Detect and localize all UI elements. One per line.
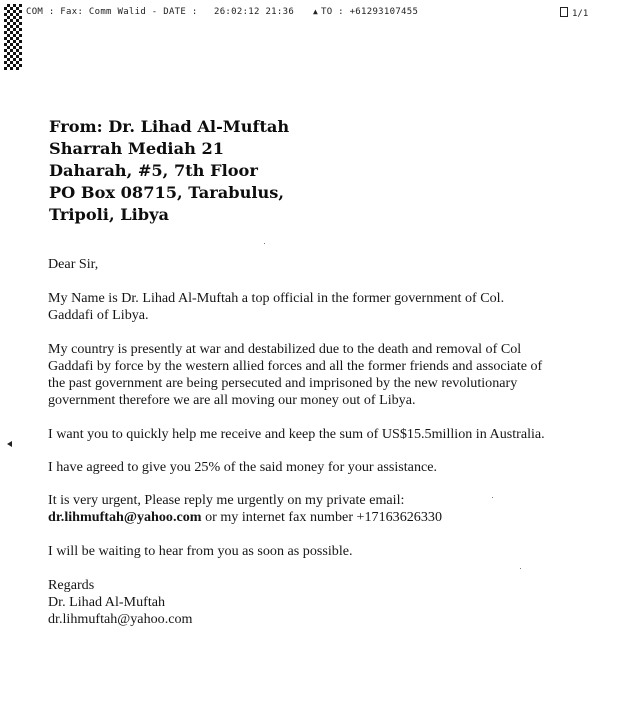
sender-from-line: From: Dr. Lihad Al-Muftah [49, 117, 290, 136]
paragraph-line: It is very urgent, Please reply me urgently on my private email: [48, 492, 405, 508]
fax-page-indicator [560, 7, 588, 19]
scan-speck [264, 243, 265, 244]
page-icon [560, 7, 568, 17]
sender-address-line: Tripoli, Libya [49, 205, 169, 224]
paragraph-closing-note: I will be waiting to hear from you as soon as possible. [48, 543, 353, 559]
fax-to-arrow-icon: ▲ [313, 7, 319, 16]
paragraph-offer: I have agreed to give you 25% of the said money for your assistance. [48, 459, 438, 475]
sender-address-line: Sharrah Mediah 21 [49, 139, 225, 158]
fax-page-count: 1/1 [572, 9, 589, 19]
fax-marker-pattern [4, 4, 22, 70]
signature-name: Dr. Lihad Al-Muftah [48, 594, 166, 610]
paragraph-line: government therefore we are all moving our money out of Libya. [48, 392, 416, 408]
contact-fax-text: or my internet fax number +17163626330 [201, 509, 442, 525]
paragraph-request: I want you to quickly help me receive and keep the sum of US$15.5million in Australia. [48, 426, 545, 442]
paragraph-contact [48, 492, 608, 526]
signature-block [48, 577, 608, 628]
fax-to-field: TO : +61293107455 [321, 7, 419, 17]
margin-arrow-icon [7, 441, 12, 447]
sender-address-line: Daharah, #5, 7th Floor [49, 161, 258, 180]
paragraph-line: My Name is Dr. Lihad Al-Muftah a top official in the former government of Col. [48, 290, 505, 306]
salutation: Dear Sir, [48, 256, 99, 272]
fax-date-time: 26:02:12 21:36 [214, 7, 295, 17]
sender-address-line: PO Box 08715, Tarabulus, [49, 183, 285, 202]
paragraph-line: Gaddafi of Libya. [48, 307, 149, 323]
paragraph-line: Gaddafi by force by the western allied forces and all the former friends and associate of [48, 358, 543, 374]
contact-email: dr.lihmuftah@yahoo.com [48, 509, 202, 525]
paragraph-introduction [48, 290, 608, 324]
paragraph-line [48, 509, 608, 526]
scan-speck [492, 497, 493, 498]
fax-transmission-header [26, 7, 589, 23]
scan-speck [520, 568, 521, 569]
letter-body [48, 256, 608, 628]
paragraph-situation [48, 341, 608, 409]
closing-regards: Regards [48, 577, 95, 593]
paragraph-line: My country is presently at war and destabilized due to the death and removal of Col [48, 341, 522, 357]
paragraph-line: the past government are being persecuted and imprisoned by the new revolutionary [48, 375, 518, 391]
signature-email: dr.lihmuftah@yahoo.com [48, 611, 193, 627]
fax-from-field: COM : Fax: Comm Walid - DATE : [26, 7, 198, 17]
sender-address-block [49, 116, 569, 226]
